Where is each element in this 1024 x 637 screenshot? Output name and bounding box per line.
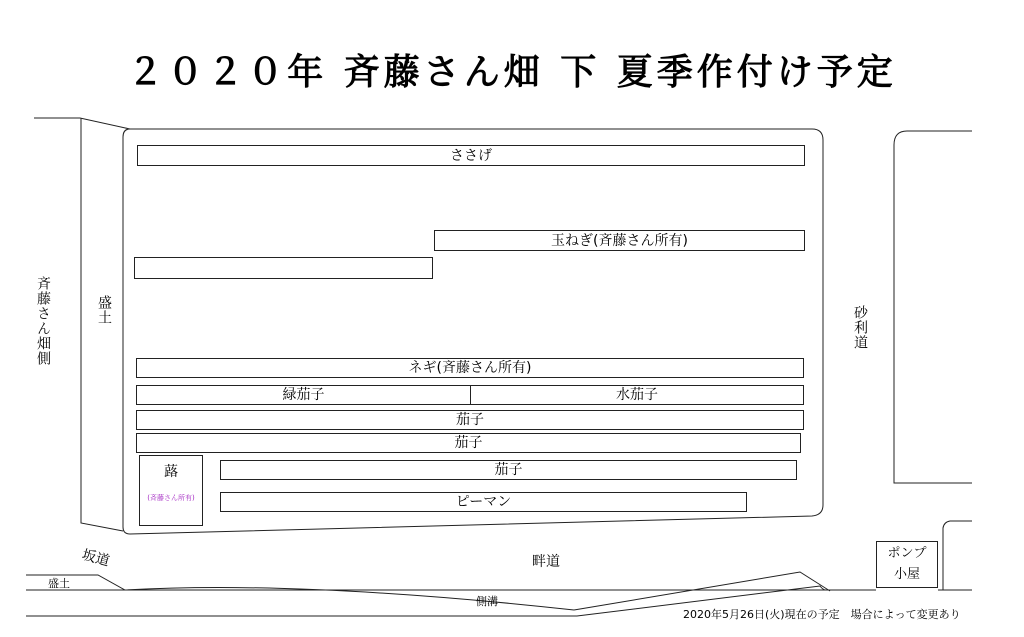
bed-mizu-nasu: 水茄子 [616,387,658,403]
ro-label: 蕗 [164,464,178,480]
bed-tamanegi: 玉ねぎ(斉藤さん所有) [434,230,805,251]
bed-nasu-3: 茄子 [220,460,797,480]
label-gravel-road: 砂利道 [852,305,868,350]
pump-hut [876,541,938,588]
label-aze-road: 畔道 [532,554,560,570]
label-slope-road: 坂道 [80,547,112,570]
road-line-4 [574,572,830,610]
bed-piman: ピーマン [220,492,747,512]
bed-ro [139,455,203,526]
label-mound-left: 盛土 [96,295,112,325]
bed-sasage: ささげ [137,145,805,166]
label-left-field: 斉藤さん畑側 [35,276,51,366]
bed-empty [134,257,433,279]
bed-nasu-split [136,385,804,405]
bed-nasu-1: 茄子 [136,410,804,430]
gravel-road-edge [894,131,972,483]
label-mound-bottom: 盛土 [48,577,70,590]
bed-nasu-2: 茄子 [136,433,801,453]
label-ditch: 側溝 [476,595,498,608]
road-line-1 [26,575,876,590]
bed-negi: ネギ(斉藤さん所有) [136,358,804,378]
page-title: ２０２０年 斉藤さん畑 下 夏季作付け予定 [127,52,897,93]
pump-road-edge [943,521,972,590]
pump-hut-label: ポンプ 小屋 [887,546,927,582]
ro-owner: (斉藤さん所有) [147,494,195,502]
slope-curve [125,588,574,611]
footer-note: 2020年5月26日(火)現在の予定 場合によって変更あり [683,608,961,621]
bed-midori-nasu: 緑茄子 [137,386,471,404]
